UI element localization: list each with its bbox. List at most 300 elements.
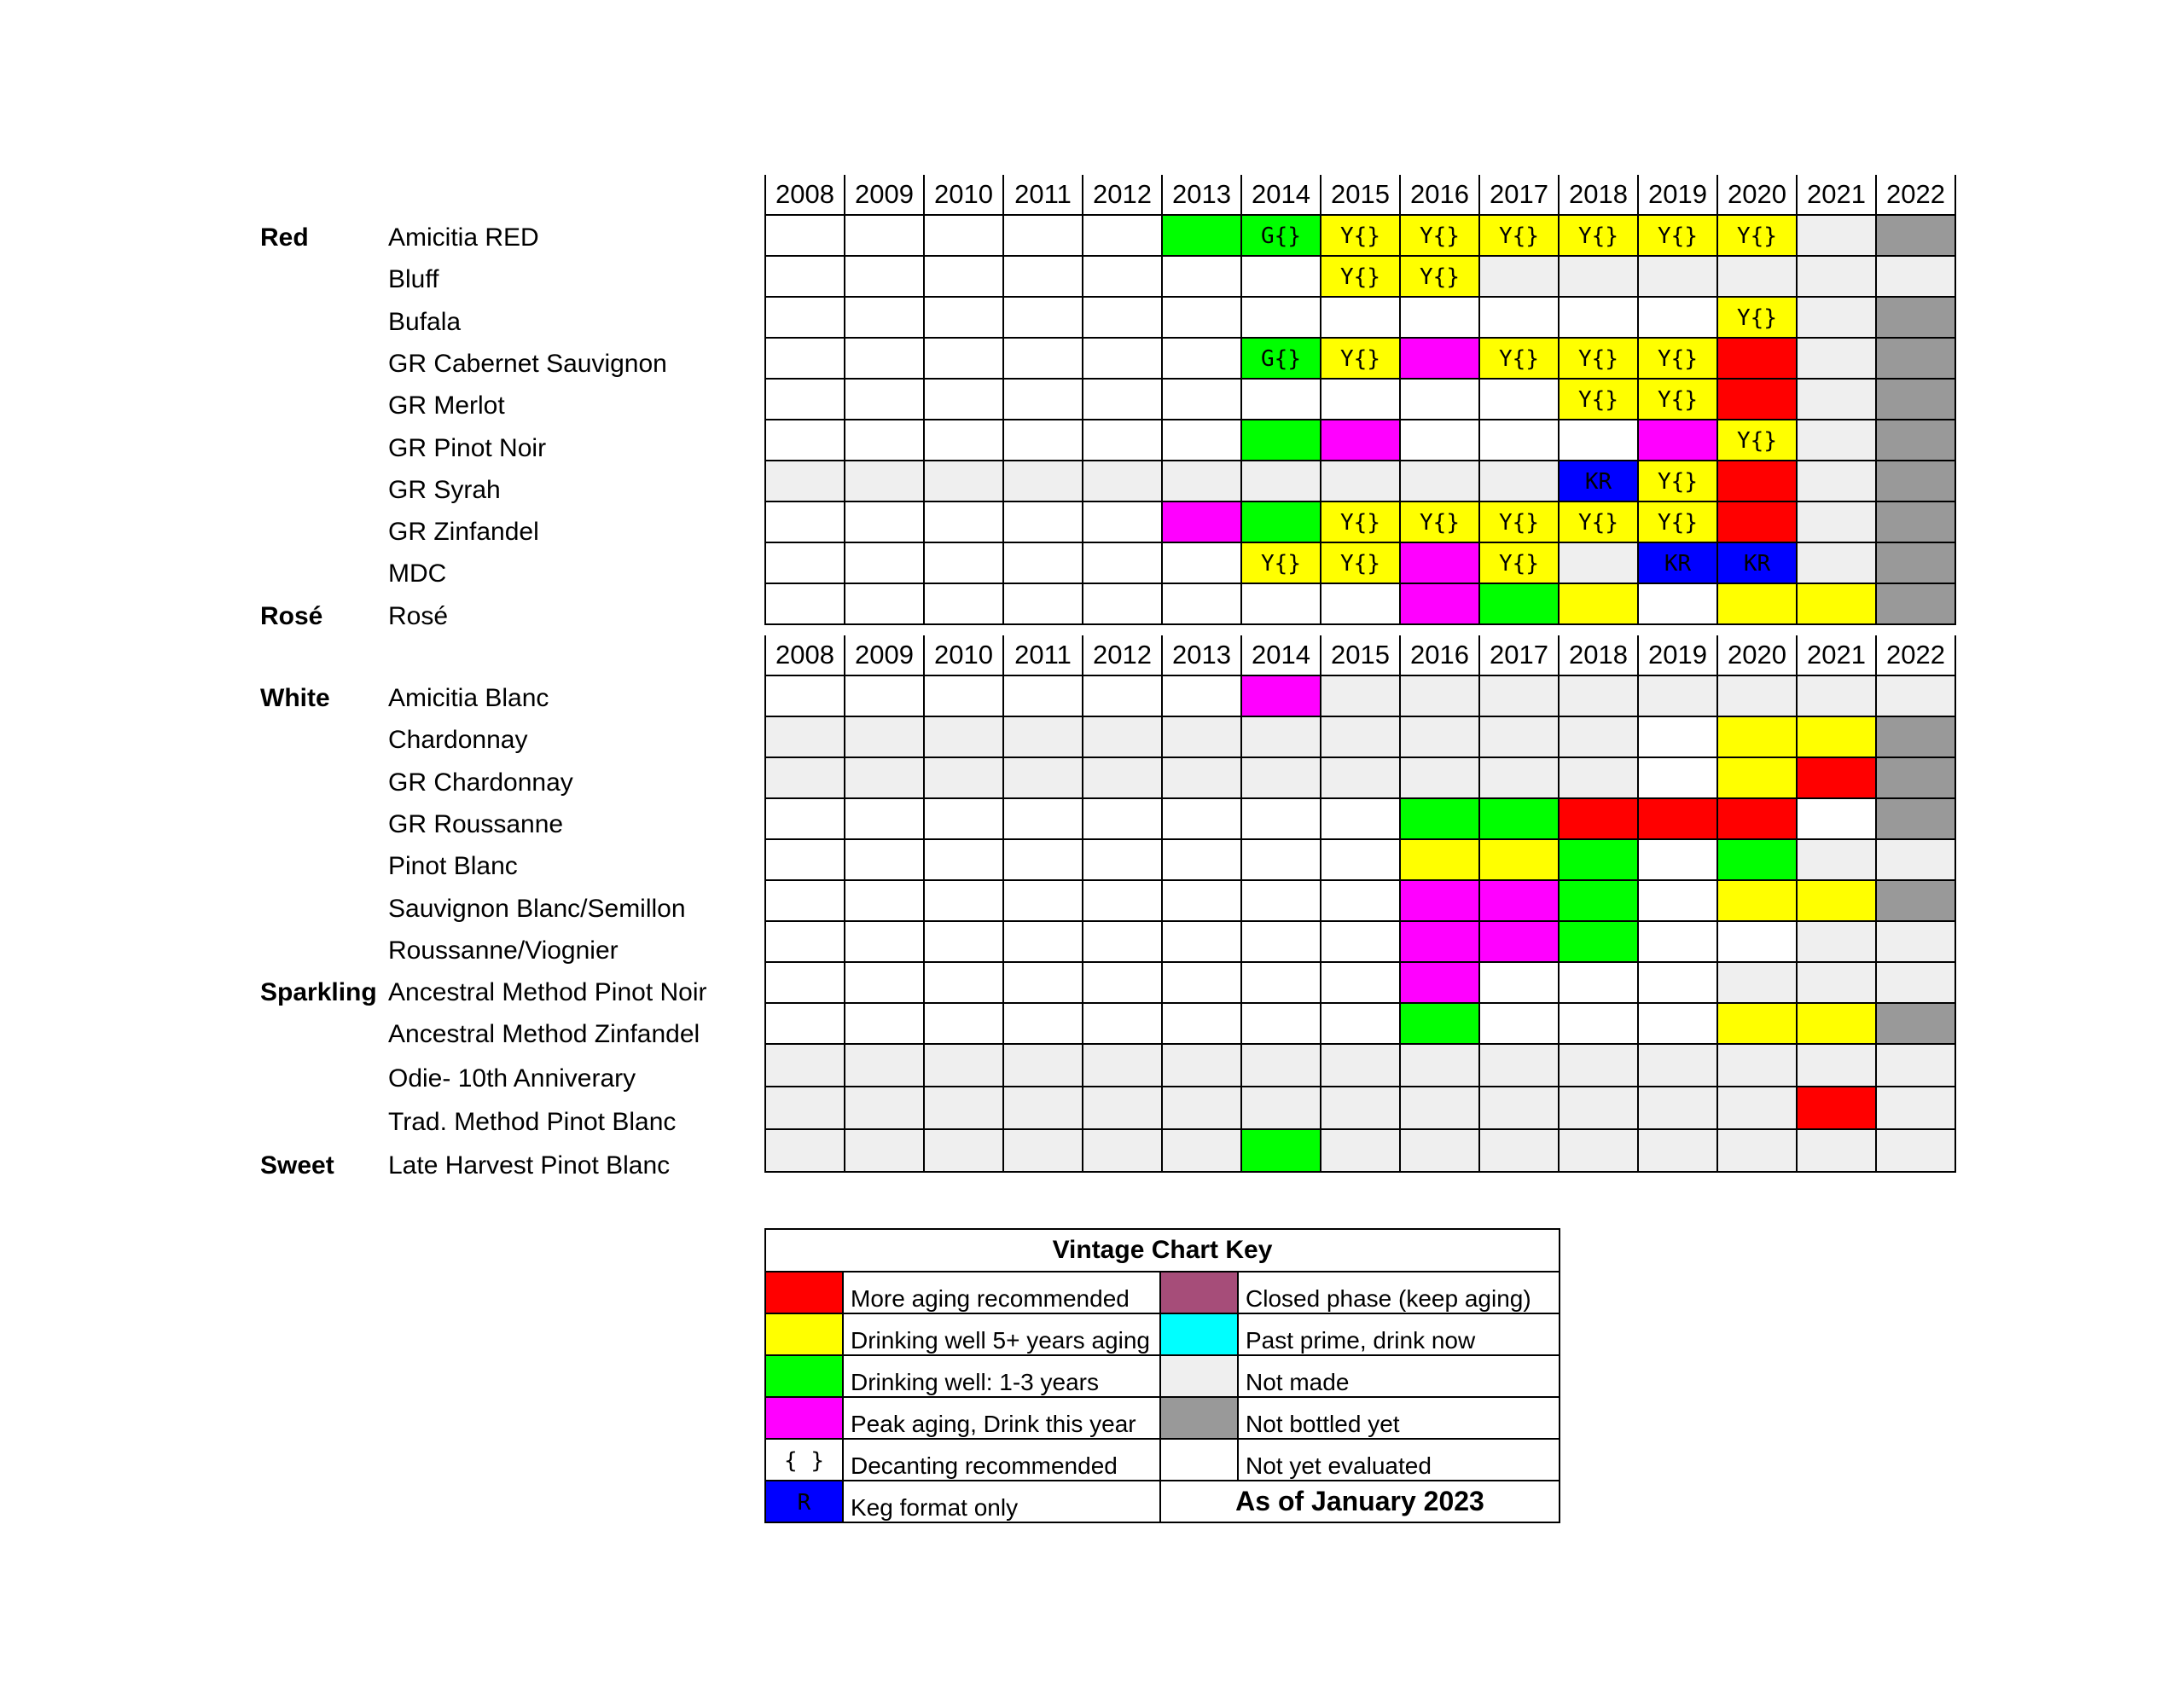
key-swatch: [765, 1355, 843, 1397]
vintage-cell: [1559, 1003, 1638, 1044]
vintage-cell: [765, 338, 845, 379]
vintage-cell: [1241, 675, 1321, 716]
vintage-cell: [1797, 501, 1876, 542]
vintage-cell: [1400, 461, 1479, 501]
vintage-cell: [1559, 880, 1638, 921]
vintage-cell: [1717, 1129, 1797, 1172]
vintage-cell: [1003, 338, 1083, 379]
year-header: 2009: [845, 635, 924, 675]
vintage-cell: [765, 501, 845, 542]
vintage-cell: [1003, 542, 1083, 583]
decant-mark: Y{}: [1499, 223, 1539, 249]
vintage-cell: [1876, 839, 1955, 880]
vintage-cell: [1321, 256, 1400, 297]
key-row: [765, 1355, 1560, 1397]
vintage-cell: [1003, 1087, 1083, 1129]
vintage-cell: [1876, 1003, 1955, 1044]
vintage-cell: [1876, 921, 1955, 962]
vintage-cell: [1003, 962, 1083, 1003]
vintage-cell: [1321, 675, 1400, 716]
vintage-cell: [765, 1003, 845, 1044]
year-header: 2012: [1083, 635, 1162, 675]
key-label: Drinking well 5+ years aging: [843, 1313, 1160, 1355]
year-header: 2010: [924, 635, 1003, 675]
year-header-row: [765, 635, 1955, 675]
vintage-cell: [1559, 757, 1638, 798]
vintage-cell: [1003, 757, 1083, 798]
vintage-cell: [1797, 379, 1876, 420]
vintage-cell: [765, 839, 845, 880]
vintage-cell: [924, 297, 1003, 338]
year-header: 2016: [1400, 635, 1479, 675]
vintage-cell: [1797, 757, 1876, 798]
key-row: [765, 1397, 1560, 1439]
wine-name: Late Harvest Pinot Blanc: [388, 1151, 671, 1180]
year-header: 2008: [765, 175, 845, 215]
vintage-cell: [1479, 716, 1559, 757]
vintage-cell: [1083, 420, 1162, 461]
vintage-cell: [1797, 1129, 1876, 1172]
vintage-cell: [1003, 501, 1083, 542]
vintage-cell: [1162, 1044, 1241, 1087]
vintage-cell: [1797, 338, 1876, 379]
vintage-cell: [1559, 420, 1638, 461]
year-header: 2014: [1241, 635, 1321, 675]
vintage-cell: [1559, 256, 1638, 297]
decant-mark: Y{}: [1499, 346, 1539, 372]
vintage-cell: [924, 1087, 1003, 1129]
vintage-cell: [924, 798, 1003, 839]
key-label: Past prime, drink now: [1238, 1313, 1560, 1355]
vintage-cell: [924, 1044, 1003, 1087]
vintage-cell: [924, 1129, 1003, 1172]
vintage-cell: [1083, 297, 1162, 338]
vintage-cell: [1400, 583, 1479, 624]
vintage-cell: [1717, 420, 1797, 461]
wine-row: [765, 461, 1955, 501]
decant-mark: G{}: [1261, 223, 1301, 249]
vintage-cell: [765, 215, 845, 256]
vintage-cell: [1241, 798, 1321, 839]
vintage-cell: [1321, 583, 1400, 624]
vintage-cell: [1717, 338, 1797, 379]
vintage-cell: [1321, 501, 1400, 542]
vintage-cell: [924, 379, 1003, 420]
vintage-cell: [1321, 1044, 1400, 1087]
vintage-cell: [1083, 1129, 1162, 1172]
decant-mark: Y{}: [1420, 510, 1460, 536]
vintage-cell: [1559, 921, 1638, 962]
key-swatch: [765, 1313, 843, 1355]
vintage-cell: [1400, 1129, 1479, 1172]
vintage-cell: [765, 962, 845, 1003]
category-label: Sweet: [260, 1151, 334, 1180]
vintage-cell: [924, 583, 1003, 624]
year-header: 2021: [1797, 635, 1876, 675]
wine-name: GR Cabernet Sauvignon: [388, 349, 667, 378]
vintage-cell: [1876, 215, 1955, 256]
vintage-cell: [845, 1003, 924, 1044]
vintage-cell: [765, 379, 845, 420]
vintage-cell: [1162, 798, 1241, 839]
vintage-cell: [1479, 1129, 1559, 1172]
vintage-cell: [1162, 1087, 1241, 1129]
vintage-cell: [1162, 542, 1241, 583]
vintage-cell: [1559, 501, 1638, 542]
decant-mark: Y{}: [1261, 551, 1301, 577]
category-label: Red: [260, 223, 309, 252]
vintage-cell: [765, 256, 845, 297]
wine-row: [765, 1087, 1955, 1129]
vintage-cell: [845, 962, 924, 1003]
vintage-cell: [1479, 757, 1559, 798]
vintage-cell: [1876, 962, 1955, 1003]
vintage-cell: [1321, 798, 1400, 839]
decant-mark: Y{}: [1658, 223, 1698, 249]
year-header: 2012: [1083, 175, 1162, 215]
decant-mark: Y{}: [1420, 223, 1460, 249]
vintage-cell: [1400, 1087, 1479, 1129]
vintage-cell: [1479, 962, 1559, 1003]
vintage-cell: [1241, 962, 1321, 1003]
vintage-cell: [924, 338, 1003, 379]
vintage-cell: [1321, 921, 1400, 962]
vintage-cell: [1003, 583, 1083, 624]
key-swatch: [1160, 1272, 1238, 1313]
vintage-cell: [1083, 461, 1162, 501]
vintage-cell: [1241, 921, 1321, 962]
vintage-cell: [1559, 1087, 1638, 1129]
vintage-cell: [1321, 1003, 1400, 1044]
vintage-cell: [845, 1087, 924, 1129]
key-label: Keg format only: [843, 1481, 1160, 1522]
vintage-cell: [1162, 1129, 1241, 1172]
wine-row: [765, 757, 1955, 798]
vintage-cell: [765, 798, 845, 839]
vintage-cell: [1241, 461, 1321, 501]
vintage-cell: [1083, 583, 1162, 624]
year-header: 2022: [1876, 635, 1955, 675]
wine-row: [765, 297, 1955, 338]
vintage-cell: [1559, 297, 1638, 338]
wine-name: Odie- 10th Anniverary: [388, 1064, 636, 1093]
vintage-cell: [1717, 542, 1797, 583]
vintage-cell: [1479, 256, 1559, 297]
vintage-cell: [1083, 675, 1162, 716]
vintage-cell: [1321, 297, 1400, 338]
vintage-cell: [1638, 716, 1717, 757]
decant-mark: Y{}: [1340, 223, 1380, 249]
decant-mark: Y{}: [1499, 551, 1539, 577]
vintage-cell: [1559, 379, 1638, 420]
vintage-cell: [1241, 1003, 1321, 1044]
wine-name: GR Chardonnay: [388, 768, 573, 797]
vintage-cell: [845, 757, 924, 798]
vintage-cell: [924, 542, 1003, 583]
vintage-cell: [1400, 798, 1479, 839]
vintage-cell: [845, 839, 924, 880]
wine-name: Amicitia RED: [388, 223, 539, 252]
key-swatch: [1160, 1355, 1238, 1397]
vintage-cell: [1638, 256, 1717, 297]
decant-mark: Y{}: [1578, 510, 1618, 536]
keg-mark: KR: [1664, 551, 1692, 577]
vintage-cell: [1638, 675, 1717, 716]
vintage-cell: [1321, 461, 1400, 501]
vintage-cell: [1479, 461, 1559, 501]
vintage-cell: [1162, 256, 1241, 297]
vintage-cell: [924, 461, 1003, 501]
vintage-cell: [845, 420, 924, 461]
vintage-cell: [1638, 542, 1717, 583]
vintage-cell: [1003, 921, 1083, 962]
as-of-date: As of January 2023: [1160, 1481, 1560, 1522]
vintage-cell: [1162, 921, 1241, 962]
vintage-cell: [1797, 798, 1876, 839]
vintage-cell: [1797, 420, 1876, 461]
wine-row: [765, 338, 1955, 379]
decant-mark: Y{}: [1578, 223, 1618, 249]
vintage-cell: [1241, 1087, 1321, 1129]
vintage-cell: [1241, 501, 1321, 542]
year-header: 2011: [1003, 175, 1083, 215]
vintage-cell: [1479, 338, 1559, 379]
wine-row: [765, 256, 1955, 297]
wine-name: Chardonnay: [388, 726, 528, 755]
vintage-cell: [1400, 839, 1479, 880]
wine-name: Rosé: [388, 601, 449, 630]
year-header: 2010: [924, 175, 1003, 215]
decant-mark: Y{}: [1340, 346, 1380, 372]
vintage-cell: [1321, 420, 1400, 461]
vintage-cell: [845, 215, 924, 256]
vintage-cell: [1876, 461, 1955, 501]
vintage-cell: [1241, 542, 1321, 583]
vintage-cell: [1638, 1044, 1717, 1087]
vintage-cell: [1003, 839, 1083, 880]
vintage-cell: [1876, 420, 1955, 461]
vintage-cell: [1717, 1003, 1797, 1044]
vintage-cell: [765, 757, 845, 798]
vintage-cell: [1797, 583, 1876, 624]
vintage-cell: [1797, 716, 1876, 757]
vintage-cell: [1479, 1087, 1559, 1129]
vintage-cell: [1717, 297, 1797, 338]
vintage-cell: [924, 716, 1003, 757]
category-label: White: [260, 684, 330, 712]
vintage-cell: [1717, 1087, 1797, 1129]
key-label: Not bottled yet: [1238, 1397, 1560, 1439]
vintage-cell: [1717, 501, 1797, 542]
vintage-cell: [1797, 1003, 1876, 1044]
vintage-cell: [845, 716, 924, 757]
key-row: [765, 1439, 1560, 1481]
vintage-cell: [1479, 297, 1559, 338]
vintage-cell: [1162, 461, 1241, 501]
vintage-cell: [1559, 962, 1638, 1003]
vintage-cell: [1638, 1003, 1717, 1044]
vintage-cell: [1479, 921, 1559, 962]
vintage-cell: [1717, 379, 1797, 420]
decant-mark: Y{}: [1658, 387, 1698, 413]
vintage-cell: [1241, 338, 1321, 379]
vintage-cell: [1559, 839, 1638, 880]
year-header: 2018: [1559, 175, 1638, 215]
decant-mark: Y{}: [1340, 264, 1380, 290]
vintage-cell: [924, 215, 1003, 256]
wine-row: [765, 542, 1955, 583]
vintage-cell: [765, 542, 845, 583]
vintage-cell: [1400, 420, 1479, 461]
vintage-cell: [1479, 798, 1559, 839]
vintage-cell: [1797, 297, 1876, 338]
vintage-cell: [845, 256, 924, 297]
vintage-cell: [924, 675, 1003, 716]
wine-name: GR Zinfandel: [388, 518, 539, 547]
vintage-cell: [765, 675, 845, 716]
vintage-cell: [1003, 256, 1083, 297]
wine-row: [765, 1003, 1955, 1044]
vintage-cell: [765, 921, 845, 962]
vintage-cell: [845, 542, 924, 583]
vintage-cell: [1717, 675, 1797, 716]
year-header-row: [765, 175, 1955, 215]
vintage-cell: [1638, 461, 1717, 501]
vintage-cell: [1162, 757, 1241, 798]
vintage-cell: [1162, 501, 1241, 542]
vintage-cell: [1241, 1129, 1321, 1172]
vintage-cell: [845, 338, 924, 379]
vintage-cell: [1400, 880, 1479, 921]
key-swatch: [1160, 1313, 1238, 1355]
vintage-cell: [765, 1044, 845, 1087]
wine-row: [765, 501, 1955, 542]
vintage-cell: [1321, 1129, 1400, 1172]
vintage-cell: [1638, 297, 1717, 338]
key-title: Vintage Chart Key: [765, 1229, 1560, 1272]
wine-name: Ancestral Method Zinfandel: [388, 1020, 700, 1049]
vintage-cell: [924, 921, 1003, 962]
vintage-cell: [1638, 1087, 1717, 1129]
vintage-cell: [1241, 716, 1321, 757]
vintage-cell: [1638, 583, 1717, 624]
vintage-cell: [1479, 839, 1559, 880]
vintage-cell: [1717, 962, 1797, 1003]
vintage-cell: [1876, 379, 1955, 420]
vintage-cell: [1241, 1044, 1321, 1087]
vintage-cell: [1003, 297, 1083, 338]
vintage-cell: [1876, 583, 1955, 624]
vintage-cell: [1638, 962, 1717, 1003]
vintage-cell: [1003, 880, 1083, 921]
year-header: 2019: [1638, 635, 1717, 675]
decant-mark: { }: [784, 1447, 824, 1474]
wine-row: [765, 1044, 1955, 1087]
vintage-cell: [1559, 461, 1638, 501]
key-swatch: [765, 1397, 843, 1439]
keg-mark: KR: [1743, 551, 1771, 577]
wine-row: [765, 880, 1955, 921]
vintage-cell: [1083, 542, 1162, 583]
vintage-cell: [1400, 338, 1479, 379]
vintage-cell: [1797, 921, 1876, 962]
vintage-cell: [1083, 1087, 1162, 1129]
vintage-cell: [1717, 921, 1797, 962]
vintage-cell: [1400, 962, 1479, 1003]
key-label: Not yet evaluated: [1238, 1439, 1560, 1481]
vintage-cell: [1083, 757, 1162, 798]
vintage-cell: [1797, 215, 1876, 256]
vintage-cell: [1083, 338, 1162, 379]
vintage-cell: [1321, 962, 1400, 1003]
vintage-cell: [1162, 297, 1241, 338]
wine-name: Pinot Blanc: [388, 852, 518, 881]
key-label: Drinking well: 1-3 years: [843, 1355, 1160, 1397]
vintage-cell: [924, 880, 1003, 921]
vintage-cell: [1003, 215, 1083, 256]
vintage-cell: [1241, 757, 1321, 798]
vintage-cell: [1241, 880, 1321, 921]
vintage-chart-key: [764, 1228, 1560, 1523]
vintage-cell: [1559, 215, 1638, 256]
vintage-cell: [845, 880, 924, 921]
vintage-cell: [1083, 256, 1162, 297]
vintage-cell: [1162, 1003, 1241, 1044]
year-header: 2021: [1797, 175, 1876, 215]
key-swatch: [1160, 1439, 1238, 1481]
decant-mark: Y{}: [1340, 510, 1380, 536]
year-header: 2020: [1717, 175, 1797, 215]
vintage-cell: [1717, 757, 1797, 798]
vintage-cell: [1717, 880, 1797, 921]
vintage-cell: [845, 583, 924, 624]
vintage-cell: [1717, 839, 1797, 880]
decant-mark: Y{}: [1737, 223, 1777, 249]
vintage-cell: [1876, 297, 1955, 338]
vintage-cell: [1241, 420, 1321, 461]
decant-mark: Y{}: [1737, 428, 1777, 454]
vintage-cell: [765, 880, 845, 921]
year-header: 2017: [1479, 635, 1559, 675]
vintage-cell: [1638, 420, 1717, 461]
decant-mark: Y{}: [1578, 346, 1618, 372]
vintage-cell: [1797, 1044, 1876, 1087]
vintage-cell: [1797, 542, 1876, 583]
year-header: 2018: [1559, 635, 1638, 675]
vintage-cell: [1797, 880, 1876, 921]
vintage-cell: [1638, 379, 1717, 420]
vintage-cell: [1400, 297, 1479, 338]
vintage-cell: [1083, 379, 1162, 420]
vintage-cell: [1400, 501, 1479, 542]
vintage-cell: [1003, 1003, 1083, 1044]
wine-row: [765, 962, 1955, 1003]
wine-name: Bluff: [388, 265, 439, 294]
vintage-cell: [1797, 1087, 1876, 1129]
vintage-cell: [1400, 1003, 1479, 1044]
vintage-cell: [1003, 798, 1083, 839]
wine-row: [765, 1129, 1955, 1172]
year-header: 2014: [1241, 175, 1321, 215]
decant-mark: Y{}: [1340, 551, 1380, 577]
vintage-cell: [1400, 1044, 1479, 1087]
vintage-cell: [765, 297, 845, 338]
vintage-cell: [1559, 542, 1638, 583]
vintage-cell: [924, 1003, 1003, 1044]
vintage-cell: [1479, 542, 1559, 583]
vintage-cell: [1321, 757, 1400, 798]
vintage-cell: [1479, 675, 1559, 716]
